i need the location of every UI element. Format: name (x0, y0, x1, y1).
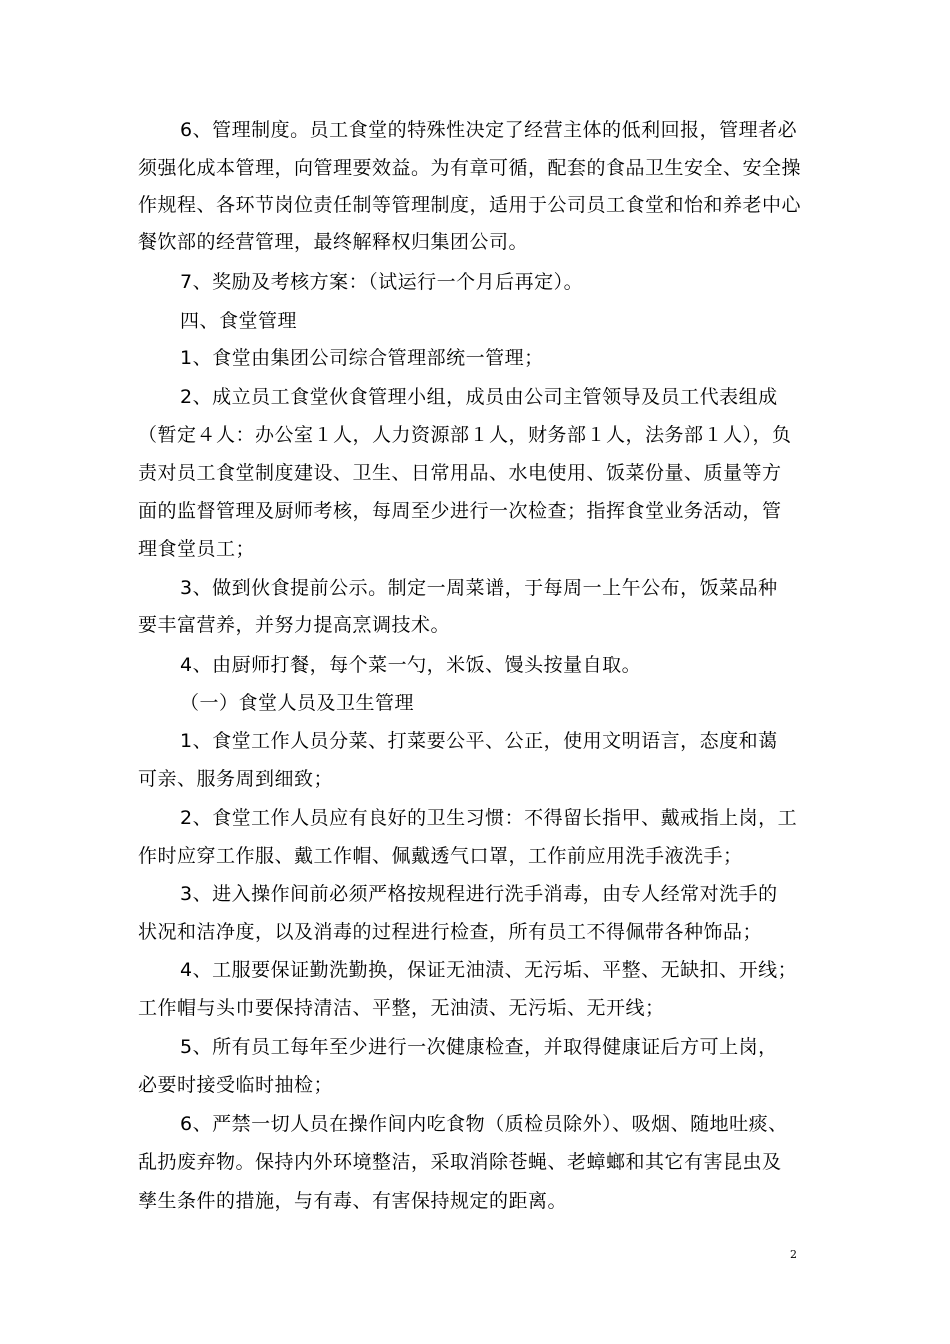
text-line: 2、成立员工食堂伙食管理小组，成员由公司主管领导及员工代表组成 (180, 386, 778, 408)
text-line: 理食堂员工； (138, 538, 256, 560)
text-line: 必要时接受临时抽检； (138, 1074, 334, 1096)
text-line: （暂定４人：办公室１人，人力资源部１人，财务部１人，法务部１人），负 (138, 424, 792, 446)
text-line: 5、所有员工每年至少进行一次健康检查，并取得健康证后方可上岗， (180, 1036, 778, 1058)
text-line: 1、食堂由集团公司综合管理部统一管理； (180, 347, 544, 369)
text-line: 6、严禁一切人员在操作间内吃食物（质检员除外）、吸烟、随地吐痰、 (180, 1113, 788, 1135)
text-line: 孳生条件的措施，与有毒、有害保持规定的距离。 (138, 1190, 568, 1212)
text-line: 4、由厨师打餐，每个菜一勺，米饭、馒头按量自取。 (180, 654, 642, 676)
text-line: 工作帽与头巾要保持清洁、平整，无油渍、无污垢、无开线； (138, 997, 665, 1019)
text-line: 乱扔废弃物。保持内外环境整洁，采取消除苍蝇、老蟑螂和其它有害昆虫及 (138, 1151, 782, 1173)
text-line: 状况和洁净度，以及消毒的过程进行检查，所有员工不得佩带各种饰品； (138, 921, 763, 943)
text-line: 要丰富营养，并努力提高烹调技术。 (138, 614, 451, 636)
text-line: 可亲、服务周到细致； (138, 768, 334, 790)
page-number: 2 (790, 1248, 797, 1261)
text-line: 作时应穿工作服、戴工作帽、佩戴透气口罩，工作前应用洗手液洗手； (138, 845, 743, 867)
text-line: 2、食堂工作人员应有良好的卫生习惯：不得留长指甲、戴戒指上岗，工 (180, 807, 798, 829)
text-line: 面的监督管理及厨师考核，每周至少进行一次检查；指挥食堂业务活动，管 (138, 500, 782, 522)
text-line: 责对员工食堂制度建设、卫生、日常用品、水电使用、饭菜份量、质量等方 (138, 462, 782, 484)
text-line: 3、进入操作间前必须严格按规程进行洗手消毒，由专人经常对洗手的 (180, 883, 778, 905)
text-line: 须强化成本管理，向管理要效益。为有章可循，配套的食品卫生安全、安全操 (138, 157, 802, 179)
text-line: 7、奖励及考核方案：（试运行一个月后再定）。 (180, 271, 584, 293)
text-line: 作规程、各环节岗位责任制等管理制度，适用于公司员工食堂和怡和养老中心 (138, 194, 802, 216)
text-line: 1、食堂工作人员分菜、打菜要公平、公正，使用文明语言，态度和蔼 (180, 730, 778, 752)
section-heading: 四、食堂管理 (180, 310, 298, 332)
subsection-heading: （一）食堂人员及卫生管理 (180, 692, 415, 714)
text-line: 4、工服要保证勤洗勤换，保证无油渍、无污垢、平整、无缺扣、开线； (180, 959, 798, 981)
text-line: 餐饮部的经营管理，最终解释权归集团公司。 (138, 231, 529, 253)
text-line: 6、管理制度。员工食堂的特殊性决定了经营主体的低利回报，管理者必 (180, 119, 798, 141)
text-line: 3、做到伙食提前公示。制定一周菜谱，于每周一上午公布，饭菜品种 (180, 577, 778, 599)
